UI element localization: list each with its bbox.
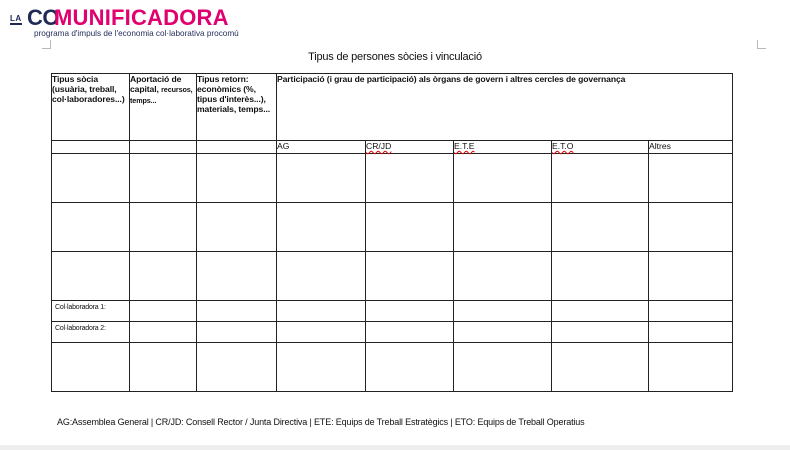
table-cell[interactable] [454, 252, 552, 301]
logo [10, 6, 310, 40]
subheader-altres [649, 141, 733, 154]
table-cell[interactable] [649, 203, 733, 252]
table-row [52, 252, 733, 301]
table-cell[interactable] [552, 154, 649, 203]
table-cell[interactable] [552, 252, 649, 301]
table-cell[interactable] [277, 154, 366, 203]
header-contribution [130, 74, 197, 141]
header-contribution-sub: recursos, temps... [130, 85, 193, 105]
table-cell[interactable] [52, 154, 130, 203]
table-cell[interactable] [52, 141, 130, 154]
table-cell[interactable] [454, 154, 552, 203]
table-cell[interactable] [52, 252, 130, 301]
table-cell[interactable] [130, 322, 197, 343]
subheader-crjd [366, 141, 454, 154]
table-cell[interactable] [366, 343, 454, 392]
page-bottom-edge [0, 445, 790, 450]
subheader-crjd-label: CR/JD [366, 141, 392, 151]
header-participation: Participació (i grau de participació) als òrgans de govern i altres cercles de governança [277, 74, 733, 141]
table-cell[interactable] [277, 343, 366, 392]
table-cell[interactable] [277, 301, 366, 322]
table-cell[interactable] [277, 203, 366, 252]
table-cell[interactable] [649, 252, 733, 301]
subheader-ete [454, 141, 552, 154]
logo-co: CO [27, 5, 59, 30]
table-cell[interactable] [649, 154, 733, 203]
table-cell[interactable] [552, 343, 649, 392]
table-cell[interactable] [366, 203, 454, 252]
logo-tagline: programa d'impuls de l'economia col·laborativa procomú [34, 29, 239, 38]
table-cell[interactable] [52, 343, 130, 392]
header-return-type: Tipus retorn: econòmics (%, tipus d'interès...), materials, temps... [197, 74, 277, 141]
table-cell[interactable] [552, 203, 649, 252]
row-label-collaborator-2[interactable]: Col·laboradora 2: [52, 322, 130, 343]
logo-name: MUNIFICADORA [54, 5, 229, 30]
table-cell[interactable] [52, 203, 130, 252]
table-cell[interactable] [130, 141, 197, 154]
subheader-ag-label: AG [277, 141, 290, 151]
margin-corner-right [757, 40, 766, 49]
table-header-row [52, 74, 733, 141]
subheader-altres-label: Altres [649, 141, 671, 151]
footer-legend: AG:Assemblea General | CR/JD: Consell Rector / Junta Directiva | ETE: Equips de Treball Estratègics | ETO: Equips de Treball Operatius [57, 417, 585, 427]
header-member-type: Tipus sòcia (usuària, treball, col·laboradores...) [52, 74, 130, 141]
table-cell[interactable] [277, 252, 366, 301]
table-cell[interactable] [366, 322, 454, 343]
table-cell[interactable] [197, 322, 277, 343]
margin-corner-left [42, 40, 51, 49]
table-cell[interactable] [649, 301, 733, 322]
table-cell[interactable] [454, 322, 552, 343]
table-cell[interactable] [197, 301, 277, 322]
table-cell[interactable] [130, 343, 197, 392]
table-cell[interactable] [454, 203, 552, 252]
table-row-collaborator-1 [52, 301, 733, 322]
subheader-eto [552, 141, 649, 154]
table-cell[interactable] [197, 252, 277, 301]
table-cell[interactable] [552, 301, 649, 322]
subheader-ete-label: E.T.E [454, 141, 475, 151]
table-cell[interactable] [197, 343, 277, 392]
members-table [51, 73, 733, 392]
table-cell[interactable] [649, 343, 733, 392]
table-subheader-row [52, 141, 733, 154]
subheader-ag [277, 141, 366, 154]
table-cell[interactable] [366, 301, 454, 322]
table-cell[interactable] [197, 154, 277, 203]
table-cell[interactable] [366, 154, 454, 203]
table-cell[interactable] [130, 252, 197, 301]
table-cell[interactable] [277, 322, 366, 343]
table-cell[interactable] [197, 141, 277, 154]
document-title: Tipus de persones sòcies i vinculació [308, 51, 482, 63]
table-cell[interactable] [130, 203, 197, 252]
table-cell[interactable] [366, 252, 454, 301]
table-cell[interactable] [197, 203, 277, 252]
row-label-collaborator-1[interactable]: Col·laboradora 1: [52, 301, 130, 322]
table-cell[interactable] [552, 322, 649, 343]
table-row [52, 343, 733, 392]
table-row [52, 154, 733, 203]
table-cell[interactable] [130, 154, 197, 203]
subheader-eto-label: E.T.O [552, 141, 574, 151]
table-cell[interactable] [454, 343, 552, 392]
table-row [52, 203, 733, 252]
table-cell[interactable] [649, 322, 733, 343]
table-cell[interactable] [130, 301, 197, 322]
table-row-collaborator-2 [52, 322, 733, 343]
table-cell[interactable] [454, 301, 552, 322]
header-contribution-main: Aportació de capital, [130, 74, 182, 94]
logo-la: LA [10, 14, 22, 23]
